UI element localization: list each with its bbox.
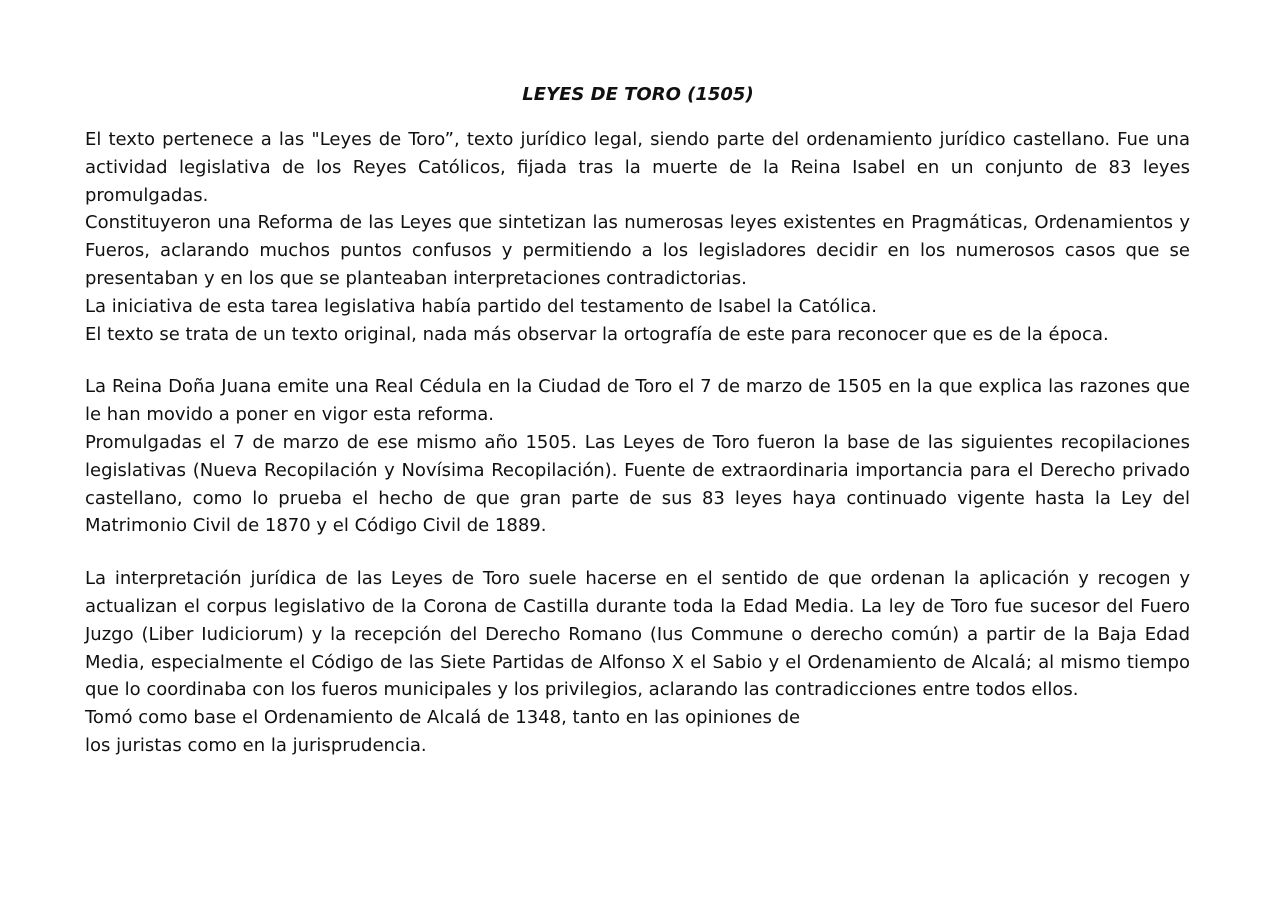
paragraph-texto-original: El texto se trata de un texto original, nada más observar la ortografía de este para reconocer que es de la época.: [85, 323, 1109, 345]
paragraph-promulgadas: Promulgadas el 7 de marzo de ese mismo año 1505. Las Leyes de Toro fueron la base de las siguientes recopilaciones legislativas (Nueva Recopilación y Novísima Recopilación). Fuente de extraordinaria importancia para el Derecho privado castellano, como lo prueba el hecho de que gran parte de sus 83 leyes haya continuado vigente hasta la Ley del Matrimonio Civil de 1870 y el Código Civil de 1889.: [85, 431, 1190, 537]
document-title: LEYES DE TORO (1505): [522, 84, 754, 105]
paragraph-interpretacion: La interpretación jurídica de las Leyes de Toro suele hacerse en el sentido de que ordenan la aplicación y recogen y actualizan el corpus legislativo de la Corona de Castilla durante toda la Edad Media. La ley de Toro fue sucesor del Fuero Juzgo (Liber Iudiciorum) y la recepción del Derecho Romano (Ius Commune o derecho común) a partir de la Baja Edad Media, especialmente el Código de las Siete Partidas de Alfonso X el Sabio y el Ordenamiento de Alcalá; al mismo tiempo que lo coordinaba con los fueros municipales y los privilegios, aclarando las contradicciones entre todos ellos.: [85, 568, 1190, 701]
paragraph-reforma: Constituyeron una Reforma de las Leyes que sintetizan las numerosas leyes existentes en Pragmáticas, Ordenamientos y Fueros, aclarando muchos puntos confusos y permitiendo a los legisladores decidir en los numerosos casos que se presentaban y en los que se planteaban interpretaciones contradictorias.: [85, 212, 1190, 289]
document-body: [85, 126, 1190, 760]
paragraph-base-line2: los juristas como en la jurisprudencia.: [85, 734, 427, 756]
paragraph-iniciativa: La iniciativa de esta tarea legislativa había partido del testamento de Isabel la Católica.: [85, 295, 877, 317]
paragraph-real-cedula: La Reina Doña Juana emite una Real Cédula en la Ciudad de Toro el 7 de marzo de 1505 en la que explica las razones que le han movido a poner en vigor esta reforma.: [85, 376, 1190, 426]
paragraph-base-line1: Tomó como base el Ordenamiento de Alcalá de 1348, tanto en las opiniones de: [85, 707, 801, 729]
paragraph-intro: El texto pertenece a las "Leyes de Toro”, texto jurídico legal, siendo parte del ordenamiento jurídico castellano. Fue una actividad legislativa de los Reyes Católicos, fijada tras la muerte de la Reina Isabel en un conjunto de 83 leyes promulgadas.: [85, 129, 1190, 206]
